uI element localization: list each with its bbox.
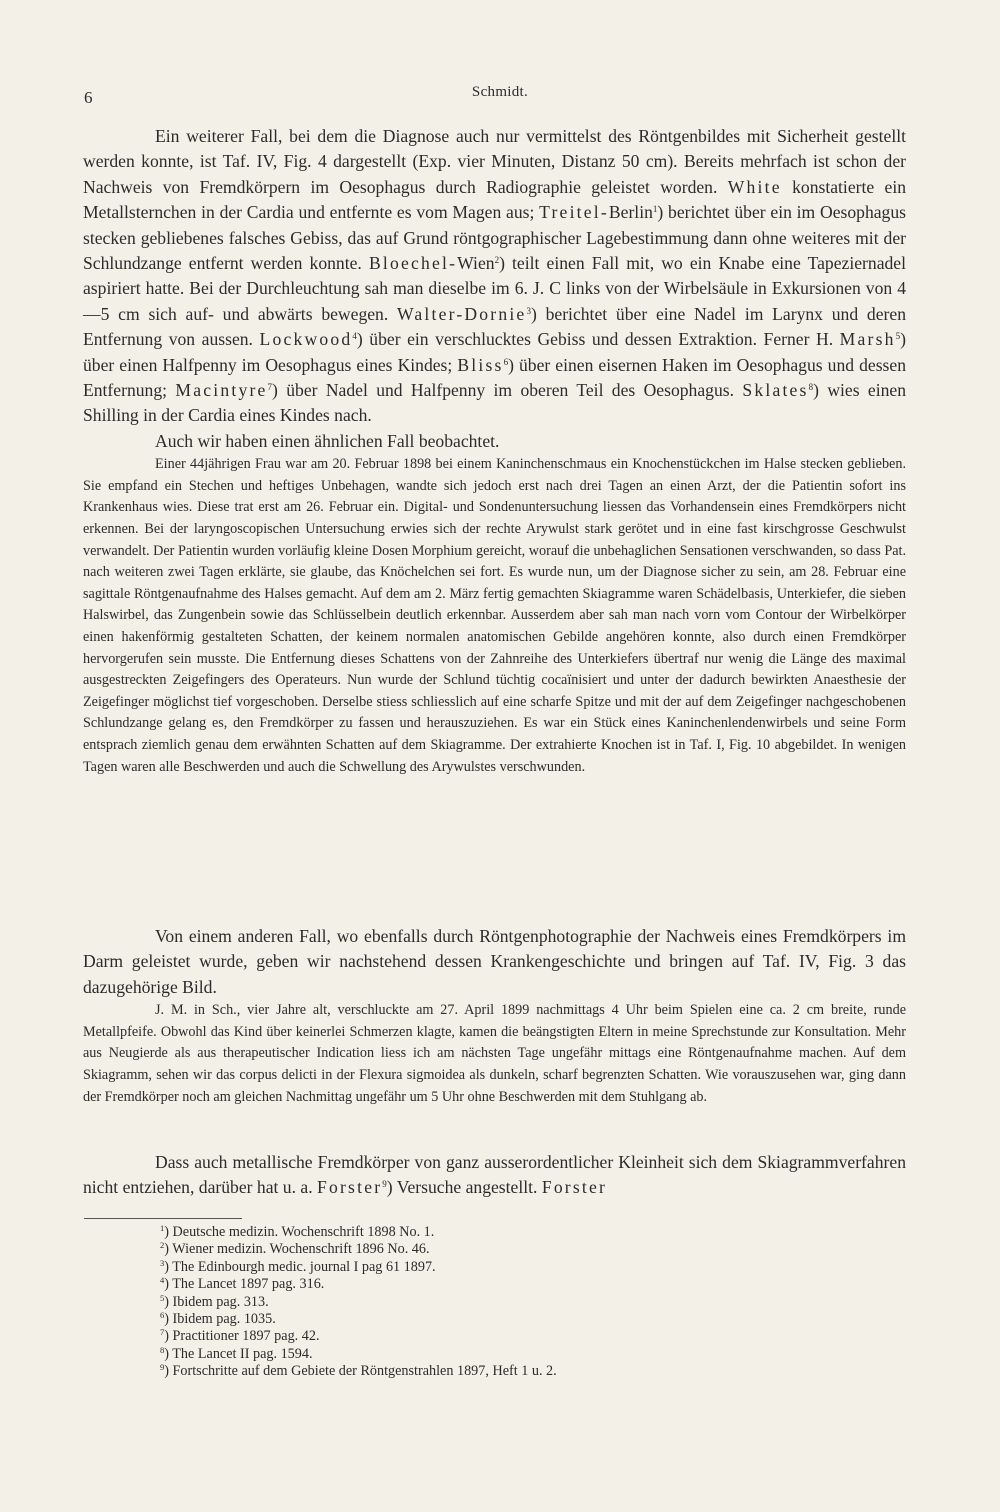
author-name: Forster bbox=[541, 1177, 608, 1198]
author-name: Bloechel- bbox=[368, 253, 458, 274]
paragraph-4: Dass auch metallische Fremdkörper von ganz ausserordentlicher Kleinheit sich dem Skiagrammverfahren nicht entziehen, darüber hat u. a. Forster$^9$) Versuche angestellt. Forster bbox=[83, 1152, 906, 1198]
footnote: $^1$) Deutsche medizin. Wochenschrift 1898 No. 1. bbox=[160, 1223, 435, 1240]
footnote-ref: 4 bbox=[352, 331, 357, 342]
footnote-ref: 6 bbox=[503, 356, 509, 367]
footnote-ref: 1 bbox=[652, 204, 658, 215]
author-name: Forster bbox=[317, 1177, 383, 1198]
main-text-2 bbox=[83, 924, 906, 1108]
author-city: Wien bbox=[457, 253, 495, 274]
paragraph-2: Auch wir haben einen ähnlichen Fall beobachtet. bbox=[155, 430, 500, 451]
case-report-2: J. M. in Sch., vier Jahre alt, verschluckte am 27. April 1899 nachmittags 4 Uhr beim Spielen eine ca. 2 cm breite, runde Metallpfeife. Obwohl das Kind über keinerlei Schmerzen klagte, kamen die beängstigten Eltern in meine Sprechstunde zur Konsultation. Mehr aus Neugierde als aus therapeutischer Indication liess ich am nächsten Tage ungefähr mittags eine Röntgenaufnahme machen. Auf dem Skiagramm, sehen wir das corpus delicti in der Flexura sigmoidea als dunkeln, scharf begrenzten Schatten. Wie vorauszusehen war, ging dann der Fremdkörper noch am gleichen Nachmittag ungefähr um 5 Uhr ohne Beschwerden mit dem Stuhlgang ab. bbox=[83, 1002, 906, 1105]
paragraph-1: Ein weiterer Fall, bei dem die Diagnose auch nur vermittelst des Röntgenbildes mit Sicherheit gestellt werden konnte, ist Taf. IV, Fig. 4 dargestellt (Exp. vier Minuten, Distanz 50 cm). Bereits mehrfach ist schon der Nachweis von Fremdkörpern im Oesophagus durch Radiographie geleistet worden. White konstatierte ein Metallsternchen in der Cardia und entfernte es vom Magen aus; Treitel-Berlin$^1$) berichtet über ein im Oesophagus stecken gebliebenes falsches Gebiss, das auf Grund röntgographischer Lagebestimmung dann ohne weiteres mit der Schlundzange entfernt werden konnte. Bloechel-Wien$^2$) teilt einen Fall mit, wo ein Knabe eine Tapeziernadel aspiriert hatte. Bei der Durchleuchtung sah man dieselbe im 6. J. C links von der Wirbelsäule in Exkursionen von 4—5 cm sich auf- und abwärts bewegen. Walter-Dornie$^3$) berichtet über eine Nadel im Larynx und deren Entfernung von aussen. Lockwood$^4$) über ein verschlucktes Gebiss und dessen Extraktion. Ferner H. Marsh$^5$) über einen Halfpenny im Oesophagus eines Kindes; Bliss$^6$) über einen eisernen Haken im Oesophagus und dessen Entfernung; Macintyre$^7$) über Nadel und Halfpenny im oberen Teil des Oesophagus. Sklates$^8$) wies einen Shilling in der Cardia eines Kindes nach. bbox=[83, 126, 907, 426]
paragraph-3: Von einem anderen Fall, wo ebenfalls durch Röntgenphotographie der Nachweis eines Fremdkörpers im Darm geleistet wurde, geben wir nachstehend dessen Krankengeschichte und bringen auf Taf. IV, Fig. 3 das dazugehörige Bild. bbox=[83, 926, 906, 997]
footnotes bbox=[160, 1224, 557, 1381]
footnote-ref: 5 bbox=[895, 331, 901, 342]
author-name: Bliss bbox=[457, 354, 504, 375]
main-text bbox=[83, 124, 906, 778]
footnote: $^9$) Fortschritte auf dem Gebiete der Röntgenstrahlen 1897, Heft 1 u. 2. bbox=[160, 1362, 557, 1380]
author-name: Macintyre bbox=[175, 380, 268, 401]
author-name: Treitel- bbox=[539, 202, 609, 223]
author-name: Marsh bbox=[839, 329, 896, 350]
footnote: $^6$) Ibidem pag. 1035. bbox=[160, 1310, 276, 1328]
page-number: 6 bbox=[84, 88, 93, 107]
author-name: Lockwood bbox=[259, 329, 353, 350]
author-name: Walter-Dornie bbox=[397, 303, 527, 324]
footnote: $^3$) The Edinbourgh medic. journal I pag 61 1897. bbox=[160, 1257, 436, 1275]
footnote: $^8$) The Lancet II pag. 1594. bbox=[160, 1344, 313, 1362]
footnote-ref: 8 bbox=[808, 382, 814, 393]
main-text-3 bbox=[83, 1150, 906, 1201]
footnote: $^4$) The Lancet 1897 pag. 316. bbox=[160, 1275, 325, 1293]
footnote-ref: 2 bbox=[494, 255, 500, 266]
footnote-divider bbox=[84, 1218, 242, 1219]
running-title: Schmidt. bbox=[471, 84, 529, 100]
author-name: Sklates bbox=[742, 380, 809, 401]
author-city: Berlin bbox=[608, 202, 653, 223]
footnote-ref: 7 bbox=[267, 382, 273, 393]
footnote: $^7$) Practitioner 1897 pag. 42. bbox=[160, 1327, 320, 1345]
author-name: White bbox=[727, 176, 782, 197]
footnote: $^5$) Ibidem pag. 313. bbox=[160, 1292, 269, 1310]
footnote: $^2$) Wiener medizin. Wochenschrift 1896 No. 46. bbox=[160, 1240, 430, 1258]
footnote-ref: 9 bbox=[382, 1179, 387, 1190]
case-report-1: Einer 44jährigen Frau war am 20. Februar 1898 bei einem Kaninchenschmaus ein Knochenstückchen im Halse stecken geblieben. Sie empfand ein Stechen und heftiges Unbehagen, wandte sich jedoch erst nach drei Tagen an einen Arzt, der die Patientin sofort ins Krankenhaus wies. Diese trat erst am 26. Februar ein. Digital- und Sondenuntersuchung liessen das Vorhandensein eines Fremdkörpers nicht erkennen. Bei der laryngoscopischen Untersuchung erwies sich der rechte Arywulst stark gerötet und in eine fast kirschgrosse Geschwulst verwandelt. Der Patientin wurden vorläufig kleine Dosen Morphium gereicht, worauf die unbehaglichen Sensationen verschwanden, so dass Pat. nach weiteren zwei Tagen erklärte, sie glaube, das Knöchelchen sei fort. Es wurde nun, um der Diagnose sicher zu sein, am 28. Februar eine sagittale Röntgenaufnahme des Halses gemacht. Auf dem am 2. März fertig gemachten Skiagramme waren Schädelbasis, Unterkiefer, die sieben Halswirbel, das Zungenbein sowie das Schlüsselbein deutlich erkennbar. Ausserdem aber sah man nach vorn vom Contour der Wirbelkörper einen hakenförmig gestalteten Schatten, der keinem normalen anatomischen Gebilde angehören konnte, also durch einen Fremdkörper hervorgerufen sein musste. Die Entfernung dieses Schattens von der Zahnreihe des Unterkiefers übertraf nur wenig die Länge des maximal ausgestreckten Zeigefingers des Operateurs. Nun wurde der Schlund tüchtig cocaïnisiert und unter der dadurch bewirkten Anaesthesie der Zeigefinger möglichst tief vorgeschoben. Derselbe stiess schliesslich auf eine scharfe Spitze und mit der auf dem Zeigefinger nachgeschobenen Schlundzange gelang es, den Fremdkörper zu fassen und herauszuziehen. Es war ein Stück eines Kaninchenlendenwirbels und seine Form entsprach ziemlich genau dem erwähnten Schatten auf dem Skiagramme. Der extrahierte Knochen ist in Taf. I, Fig. 10 abgebildet. In wenigen Tagen waren alle Beschwerden und auch die Schwellung des Arywulstes verschwunden. bbox=[83, 456, 906, 775]
footnote-ref: 3 bbox=[526, 305, 531, 316]
